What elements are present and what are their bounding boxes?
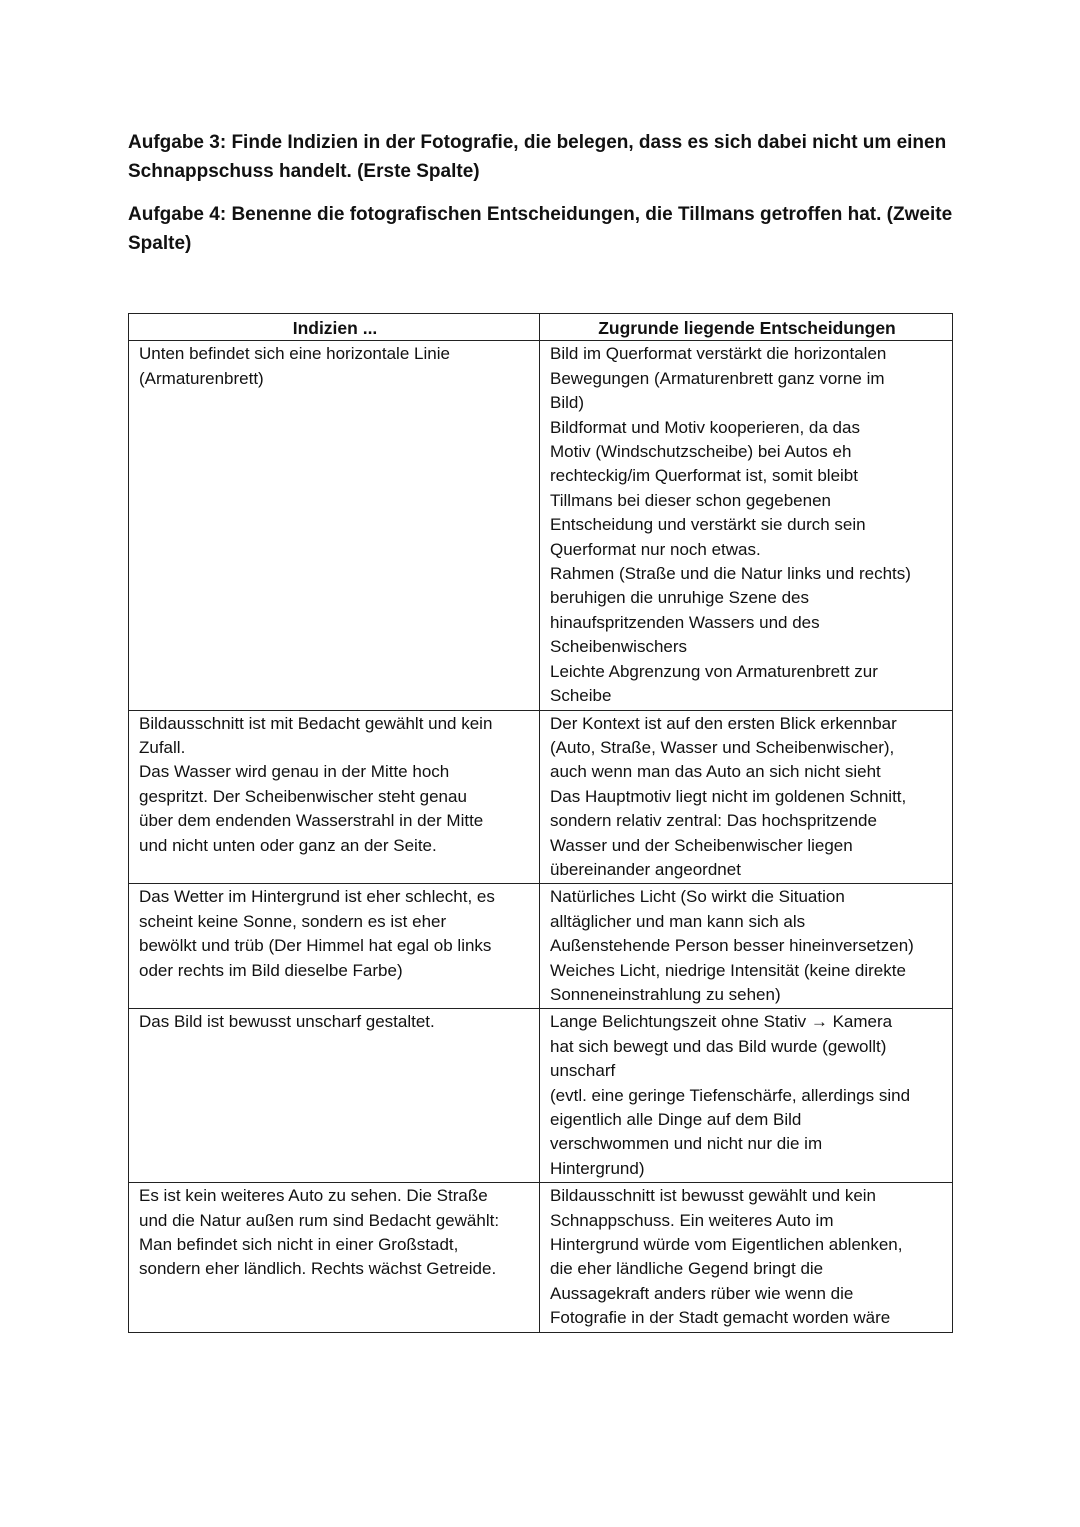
indizien-cell [129,710,540,884]
cell-text-line: Bildformat und Motiv kooperieren, da das [550,417,860,437]
cell-text-line: Aussagekraft anders rüber wie wenn die [550,1283,854,1303]
indizien-cell [129,341,540,710]
cell-text-line: Lange Belichtungszeit ohne Stativ → Kamera [550,1012,893,1032]
table-row [129,1009,953,1183]
table-row [129,710,953,884]
cell-text-line: eigentlich alle Dinge auf dem Bild [550,1110,802,1129]
cell-text-line: Unten befindet sich eine horizontale Linie [139,344,450,364]
cell-text-line: Bild im Querformat verstärkt die horizontalen [550,344,887,364]
cell-text-line: bewölkt und trüb (Der Himmel hat egal ob links [139,936,492,956]
cell-text-line: Der Kontext ist auf den ersten Blick erkennbar [550,713,897,733]
cell-text-line: Das Wetter im Hintergrund ist eher schlecht, es [139,887,495,907]
indizien-cell [129,1009,540,1183]
cell-text-line: Wasser und der Scheibenwischer liegen [550,835,853,855]
cell-text-line: Scheibenwischers [550,637,688,657]
cell-text-line: Entscheidung und verstärkt sie durch sein [550,515,866,535]
cell-text-line: Fotografie in der Stadt gemacht worden wäre [550,1308,891,1328]
cell-text-line: Es ist kein weiteres Auto zu sehen. Die Straße [139,1186,488,1206]
entscheidungen-cell [540,884,953,1009]
table-row [129,341,953,710]
cell-text-line: und nicht unten oder ganz an der Seite. [139,835,437,855]
cell-text-line: gespritzt. Der Scheibenwischer steht genau [139,786,467,806]
cell-text-line: über dem endenden Wasserstrahl in der Mitte [139,811,484,831]
entscheidungen-cell [540,710,953,884]
cell-text-line: Das Wasser wird genau in der Mitte hoch [139,762,450,782]
table-body [129,341,953,1332]
cell-text-line: Das Hauptmotiv liegt nicht im goldenen Schnitt, [550,786,907,806]
cell-text-line: Man befindet sich nicht in einer Großstadt, [139,1235,459,1255]
task-4-heading: Aufgabe 4: Benenne die fotografischen Entscheidungen, die Tillmans getroffen hat. (Zweite Spalte) [128,204,953,254]
table-row [129,884,953,1009]
entscheidungen-cell [540,1183,953,1332]
cell-text-line: und die Natur außen rum sind Bedacht gewählt: [139,1210,500,1230]
cell-text-line: Leichte Abgrenzung von Armaturenbrett zur [550,661,878,681]
indizien-cell [129,1183,540,1332]
cell-text-line: Querformat nur noch etwas. [550,539,761,559]
cell-text-line: Rahmen (Straße und die Natur links und rechts) [550,564,911,584]
cell-text-line: Bildausschnitt ist mit Bedacht gewählt und kein [139,713,493,733]
header-indizien: Indizien ... [129,314,540,341]
cell-text-line: Natürliches Licht (So wirkt die Situation [550,887,845,907]
cell-text-line: beruhigen die unruhige Szene des [550,588,809,608]
cell-text-line: übereinander angeordnet [550,859,741,879]
cell-text-line: Hintergrund) [550,1158,645,1178]
cell-text-line: Weiches Licht, niedrige Intensität (keine direkte [550,960,906,980]
cell-text-line: Bild) [550,393,585,413]
cell-text-line: Tillmans bei dieser schon gegebenen [550,490,831,510]
cell-text-line: Bewegungen (Armaturenbrett ganz vorne im [550,368,885,388]
cell-text-line: Das Bild ist bewusst unscharf gestaltet. [139,1012,435,1032]
cell-text-line: sondern eher ländlich. Rechts wächst Getreide. [139,1259,497,1279]
cell-text-line: auch wenn man das Auto an sich nicht sieht [550,762,881,782]
cell-text-line: sondern relativ zentral: Das hochspritzende [550,811,877,831]
cell-text-line: scheint keine Sonne, sondern es ist eher [139,911,447,931]
cell-text-line: Bildausschnitt ist bewusst gewählt und kein [550,1186,877,1206]
cell-text-line: Sonneneinstrahlung zu sehen) [550,984,781,1004]
cell-text-line: die eher ländliche Gegend bringt die [550,1259,824,1279]
indizien-cell [129,884,540,1009]
cell-text-line: Außenstehende Person besser hineinversetzen) [550,936,914,956]
worksheet-table [128,313,953,1333]
cell-text-line: hat sich bewegt und das Bild wurde (gewollt) [550,1036,887,1056]
cell-text-line: verschwommen und nicht nur die im [550,1134,823,1154]
cell-text-line: Hintergrund würde vom Eigentlichen ablenken, [550,1235,903,1255]
cell-text-line: Motiv (Windschutzscheibe) bei Autos eh [550,442,852,462]
entscheidungen-cell [540,1009,953,1183]
cell-text-line: (Auto, Straße, Wasser und Scheibenwischer), [550,737,895,757]
cell-text-line: (evtl. eine geringe Tiefenschärfe, allerdings sind [550,1085,911,1105]
table-header-row [129,314,953,341]
cell-text-line: unscharf [550,1061,616,1081]
entscheidungen-cell [540,341,953,710]
cell-text-line: Zufall. [139,737,186,757]
cell-text-line: Schnappschuss. Ein weiteres Auto im [550,1210,834,1230]
cell-text-line: (Armaturenbrett) [139,368,264,388]
cell-text-line: Scheibe [550,686,612,706]
cell-text-line: hinaufspritzenden Wassers und des [550,612,820,632]
cell-text-line: oder rechts im Bild dieselbe Farbe) [139,960,403,980]
table-row [129,1183,953,1332]
task-3-heading: Aufgabe 3: Finde Indizien in der Fotografie, die belegen, dass es sich dabei nicht um einen Schnappschuss handelt. (Erste Spalte) [128,132,947,182]
cell-text-line: rechteckig/im Querformat ist, somit bleibt [550,466,858,486]
cell-text-line: alltäglicher und man kann sich als [550,911,806,931]
header-entscheidungen: Zugrunde liegende Entscheidungen [540,314,953,341]
